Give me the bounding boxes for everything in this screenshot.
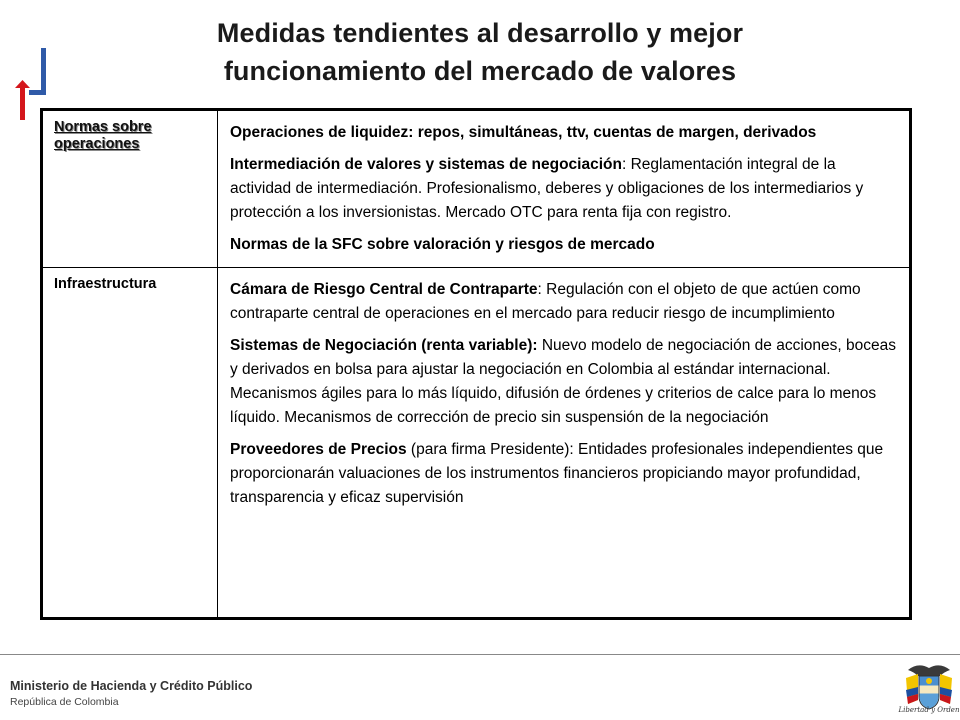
- paragraph: [230, 153, 897, 225]
- paragraph-lead: Intermediación de valores y sistemas de negociación: [230, 156, 622, 173]
- row-content: [218, 268, 909, 617]
- marker-blue-bar: [41, 48, 46, 94]
- paragraph-text: (para firma Presidente): Entidades profesionales independientes que proporcionarán valuaciones de los instrumentos financieros propiciando mayor profundidad, transparencia y eficaz supervisión: [230, 441, 884, 506]
- paragraph-lead: Sistemas de Negociación (renta variable):: [230, 337, 538, 354]
- paragraph-lead: Normas de la SFC sobre valoración y riesgos de mercado: [230, 236, 655, 253]
- paragraph: [230, 334, 897, 430]
- paragraph: [230, 121, 897, 145]
- page-title: [120, 14, 840, 90]
- paragraph: [230, 438, 897, 510]
- paragraph-lead: Cámara de Riesgo Central de Contraparte: [230, 281, 538, 298]
- paragraph-lead: Operaciones de liquidez: repos, simultáneas, ttv, cuentas de margen, derivados: [230, 124, 817, 141]
- table-row-operaciones: [43, 111, 909, 268]
- marker-red-arrow: [15, 80, 30, 88]
- footer-divider: [0, 654, 960, 655]
- table-row-infraestructura: [43, 268, 909, 617]
- paragraph-lead: Proveedores de Precios: [230, 441, 407, 458]
- paragraph-text: Nuevo modelo de negociación de acciones, boceas y derivados en bolsa para ajustar la negociación en Colombia al estándar internacional. Mecanismos ágiles para lo más líquido, difusión de órdenes y criterios de calce para lo menos líquido. Mecanismos de corrección de precio sin suspensión de la negociación: [230, 337, 896, 426]
- marker-blue-base: [29, 90, 46, 95]
- footer-ministry: Ministerio de Hacienda y Crédito Público: [10, 679, 253, 693]
- paragraph: [230, 278, 897, 326]
- measures-table: [40, 108, 912, 620]
- crest-motto: Libertad y Orden: [898, 706, 960, 714]
- crest-emblem: [926, 678, 932, 684]
- paragraph-text: : Regulación con el objeto de que actúen como contraparte central de operaciones en el mercado para reducir riesgo de incumplimiento: [230, 281, 861, 322]
- paragraph: [230, 233, 897, 257]
- title-line-1: Medidas tendientes al desarrollo y mejor: [216, 18, 744, 48]
- crest-wings: [908, 665, 950, 676]
- row-label: Normas sobre operaciones: [43, 111, 218, 267]
- footer-country: República de Colombia: [10, 696, 119, 708]
- marker-red-bar: [20, 88, 25, 120]
- title-line-2: funcionamiento del mercado de valores: [223, 56, 737, 86]
- crest-shield-middle: [920, 686, 939, 694]
- paragraph-text: : Reglamentación integral de la actividad de intermediación. Profesionalismo, deberes y obligaciones de los intermediarios y protección a los inversionistas. Mercado OTC para renta fija con registro.: [230, 156, 864, 221]
- row-label: Infraestructura: [43, 268, 218, 617]
- row-content: [218, 111, 909, 267]
